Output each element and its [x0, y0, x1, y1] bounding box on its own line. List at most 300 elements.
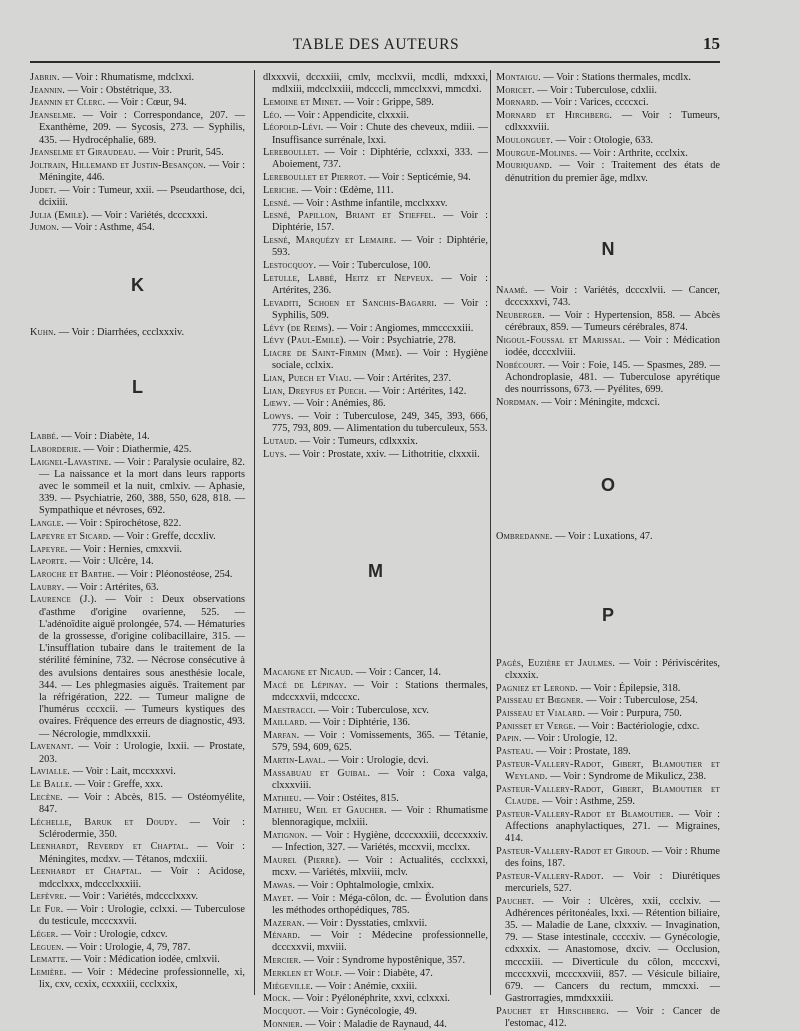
- index-entry: [263, 198, 488, 210]
- entry-references: — Voir : Rhume des foins, 187.: [505, 845, 720, 869]
- entry-references: — Voir : Médication iodée, cmlxvii.: [68, 954, 220, 966]
- author-name: Nobécourt.: [496, 359, 546, 371]
- index-entry: [30, 766, 245, 778]
- author-name: Letulle, Labbé, Heitz et Nepveux.: [263, 272, 434, 284]
- index-column-3: [496, 72, 721, 1030]
- author-name: Mouriquand.: [496, 160, 553, 172]
- entry-references: — Voir : Tuberculose, xcv.: [315, 704, 429, 716]
- author-name: Lereboullet.: [263, 147, 320, 159]
- author-name: Pasteur-Vallery-Radot et Giroud.: [496, 845, 650, 857]
- section-letter: O: [600, 475, 615, 496]
- index-entry: [496, 695, 720, 707]
- index-entry: [263, 667, 488, 679]
- author-name: Macé de Lépinay.: [263, 679, 347, 691]
- entry-references: — Voir : Artérites, 237.: [351, 372, 452, 384]
- entry-references: — Voir : Greffe, xxx.: [72, 778, 163, 790]
- entry-references: — Voir : Angiomes, mmcccxxiii.: [334, 322, 474, 334]
- author-name: Maillard.: [263, 717, 308, 729]
- index-entry: [496, 846, 720, 870]
- author-name: Moulonguet.: [496, 135, 554, 147]
- entry-references: — Voir : Variétés, dcccxlvii. — Cancer, dcccxxxvi, 743.: [505, 285, 720, 309]
- entry-references: — Voir : Médecine professionnelle, xi, lix, cxv, ccxix, ccxxxiii, ccclxxix,: [39, 966, 245, 991]
- index-entry: [496, 531, 720, 543]
- author-name: Léo.: [263, 109, 282, 121]
- author-name: Mathieu, Weil et Gaucher.: [263, 805, 387, 817]
- author-name: Nordman.: [496, 396, 539, 408]
- index-entry: [30, 904, 245, 928]
- index-entry: [496, 285, 720, 309]
- entry-references: — Voir : Vomissements, 365. — Tétanie, 579, 594, 609, 625.: [272, 730, 488, 754]
- author-name: Pagniez et Lerond.: [496, 682, 579, 694]
- entry-references: — Voir : Cancer de l'estomac, 412.: [505, 1005, 721, 1030]
- author-name: Joltrain, Hillemand et Justin-Besançon.: [30, 159, 207, 171]
- index-entry: [263, 335, 488, 347]
- index-entry: [496, 85, 720, 97]
- index-entry: [30, 185, 245, 209]
- index-entry: [263, 981, 488, 993]
- page-number: 15: [703, 34, 720, 53]
- entry-references: — Voir : Médication iodée, dcccxlviii.: [505, 334, 720, 359]
- entry-references: — Voir : Maladie de Raynaud, 44.: [302, 1018, 447, 1030]
- index-entry: [30, 110, 245, 147]
- index-entry: [263, 411, 488, 435]
- entry-references: — Voir : Diphtérie, 157.: [272, 210, 488, 234]
- author-name: Léopold-Lévi.: [263, 122, 324, 134]
- entry-references: — Voir : Tuberculose, 254.: [583, 695, 698, 707]
- entry-references: — Voir : Tuberculose, 100.: [316, 260, 431, 272]
- entry-references: — Voir : Luxations, 47.: [552, 531, 653, 543]
- author-name: Maurel (Pierre).: [263, 855, 342, 867]
- entry-references: — Voir : Cancer, 14.: [353, 667, 441, 678]
- author-name: Miégeville.: [263, 980, 314, 992]
- index-entry: [496, 397, 720, 409]
- index-entry: [263, 386, 488, 398]
- entry-references: — Voir : Gynécologie, 49.: [305, 1005, 417, 1017]
- entry-references: — Voir : Affections anaphylactiques, 271. — Migraines, 414.: [505, 808, 720, 845]
- author-name: Laborderie.: [30, 443, 82, 455]
- entry-references: — Voir : Tuberculose, 249, 345, 393, 666, 775, 793, 809. — Alimentation du tuberculeux, 553.: [272, 410, 488, 435]
- author-name: Moricet.: [496, 84, 535, 96]
- entry-references: — Voir : Purpura, 750.: [585, 707, 682, 719]
- author-name: Lévy (Paul-Emile).: [263, 335, 347, 347]
- entry-references: — Voir : Psychiatrie, 278.: [346, 335, 456, 347]
- index-entry: [263, 968, 488, 980]
- index-entry: [263, 893, 488, 917]
- index-entry: [263, 830, 488, 854]
- author-name: Léger.: [30, 928, 59, 940]
- author-name: Lian, Puech et Viau.: [263, 372, 352, 384]
- entry-references: — Voir : Greffe, dccxliv.: [110, 530, 216, 542]
- entry-references: — Voir : Appendicite, clxxxii.: [282, 109, 409, 121]
- entry-references: — Voir : Urologie, lxxii. — Prostate, 203.: [39, 741, 245, 765]
- index-entry: [496, 335, 720, 359]
- entry-references: — Voir : Syndrome hypostênique, 357.: [301, 955, 466, 967]
- index-entry: [30, 817, 245, 841]
- author-name: Pasteur-Vallery-Radot, Gibert, Blamoutier et Claude.: [496, 783, 720, 807]
- entry-references: — Voir : Actualités, ccclxxxi, mcxv. — Variétés, mlxviii, mclv.: [272, 855, 489, 879]
- index-entry: [263, 793, 488, 805]
- entry-references: — Voir : Diabète, 14.: [58, 431, 150, 443]
- entry-references: — Voir : Abcès, 815. — Ostéomyélite, 847.: [39, 791, 245, 815]
- index-entry: [496, 135, 720, 147]
- index-entry: [263, 1019, 488, 1031]
- entry-references: — Voir : Méningites, mcdxv. — Tétanos, mdcxiii.: [39, 841, 245, 865]
- entry-references: — Voir : Asthme infantile, mcclxxxv.: [290, 197, 448, 209]
- entry-references: — Voir : Stations thermales, mcdlx.: [540, 72, 691, 83]
- entry-references: — Voir : Variétés, dcccxxxi.: [88, 209, 208, 221]
- index-entry: [263, 298, 488, 322]
- author-name: Naamé.: [496, 285, 528, 297]
- index-entry: [496, 784, 720, 808]
- entry-references: — Voir : Syphilis, 509.: [272, 297, 488, 321]
- author-name: Laurence (J.).: [30, 594, 97, 606]
- author-name: Le Balle.: [30, 778, 73, 790]
- index-entry: [263, 730, 488, 754]
- index-entry: [263, 172, 488, 184]
- entry-references: — Voir : Varices, ccccxci.: [538, 97, 649, 109]
- index-entry: [30, 531, 245, 543]
- index-entry: [263, 955, 488, 967]
- author-name: Nigoul-Foussal et Marissal.: [496, 334, 626, 346]
- author-name: Lapeyre et Sicard.: [30, 530, 111, 542]
- entry-references: — Voir : Méningite, mdcxci.: [538, 396, 660, 408]
- author-name: Mocquot.: [263, 1005, 306, 1017]
- entry-references: — Voir : Diabète, 47.: [342, 967, 433, 979]
- entry-references: — Voir : Diurétiques mercuriels, 527.: [505, 870, 720, 894]
- entry-references: — Voir : Chute des cheveux, mdiii. — Insuffisance surrénale, lxxi.: [272, 122, 488, 146]
- entry-references: — Voir : Œdème, 111.: [298, 184, 394, 196]
- page-title: TABLE DES AUTEURS: [292, 36, 460, 53]
- index-entry: [263, 705, 488, 717]
- author-name: Jeanselme et Giraudeau.: [30, 147, 137, 159]
- index-entry: [30, 841, 245, 865]
- index-entry: [263, 147, 488, 171]
- author-name: Lœwy.: [263, 398, 291, 410]
- author-name: Laignel-Lavastine.: [30, 456, 112, 468]
- index-entry: [496, 97, 720, 109]
- author-name: Liacre de Saint-Firmin (Mme).: [263, 347, 403, 359]
- entry-references: — Voir : Diphtérie, cclxxxi, 333. — Aboiement, 737.: [272, 147, 488, 171]
- author-name: Pasteur-Vallery-Radot et Blamoutier.: [496, 808, 674, 820]
- author-name: Lavenant.: [30, 741, 74, 753]
- entry-references: — Voir : Correspondance, 207. — Exanthème, 209. — Sycosis, 273. — Syphilis, 435. — Hydrocéphalie, 689.: [39, 110, 245, 146]
- author-name: Laroche et Barthe.: [30, 568, 115, 580]
- entry-references: — Voir : Septicémie, 94.: [366, 172, 471, 184]
- entry-references: — Voir : Sclérodermie, 350.: [39, 816, 245, 840]
- entry-references: — Voir : Artérites, 63.: [64, 581, 159, 593]
- index-entry: [30, 85, 245, 97]
- entry-references: — Voir : Rhumatisme blennoragique, mclxiii.: [272, 805, 488, 829]
- author-name: Mathieu.: [263, 792, 302, 804]
- author-name: Macaigne et Nicaud.: [263, 667, 354, 678]
- entry-references: — Voir : Lait, mccxxxvi.: [70, 766, 176, 778]
- entry-references: — Voir : Diphtérie, 136.: [307, 717, 411, 729]
- index-entry: [496, 896, 720, 1006]
- index-entry: [263, 993, 488, 1005]
- index-entry: [30, 569, 245, 581]
- author-name: Pauchet et Hirschberg.: [496, 1005, 610, 1017]
- entry-references: — Voir : Diathermie, 425.: [81, 443, 192, 455]
- entry-references: — Voir : Dysstaties, cmlxvii.: [304, 917, 428, 929]
- section-letter: K: [131, 274, 144, 295]
- entry-references: — Voir : Syndrome de Mikulicz, 238.: [547, 771, 707, 782]
- entry-references: — Voir : Tumeurs, cdlxxxviii.: [505, 110, 720, 134]
- author-name: Leenhardt, Reverdy et Chaptal.: [30, 841, 189, 853]
- entry-references: — Voir : Grippe, 589.: [341, 96, 434, 108]
- index-entry: [30, 544, 245, 556]
- index-entry: [263, 755, 488, 767]
- entry-references: — Voir : Hygiène sociale, cclxix.: [272, 347, 488, 372]
- author-name: Lapeyre.: [30, 543, 68, 555]
- index-entry: [263, 348, 488, 372]
- author-name: Léchelle, Baruk et Doudy.: [30, 816, 178, 828]
- index-entry: [30, 431, 245, 443]
- index-entry: [30, 967, 245, 991]
- author-name: Mock.: [263, 993, 291, 1005]
- index-entry: [30, 222, 245, 234]
- index-entry: [263, 768, 488, 792]
- author-name: Judet.: [30, 184, 57, 196]
- index-entry: [263, 260, 488, 272]
- header-rule: [30, 61, 720, 63]
- entry-references: dlxxxvii, dccxxiii, cmlv, mcclxvii, mcdli, mdxxxi, mdlxiii, mdcclxxiii, mdcccli, mmcclxxvi, mmcdxi.: [263, 72, 488, 96]
- entry-references: — Voir : Spirochétose, 822.: [63, 518, 182, 530]
- author-name: Matignon.: [263, 830, 308, 842]
- author-name: Mazeran.: [263, 917, 305, 929]
- index-entry: [263, 97, 488, 109]
- author-name: Massabuau et Guibal.: [263, 767, 371, 779]
- entry-references: — Voir : Méningite, 446.: [39, 159, 245, 184]
- index-entry: [496, 721, 720, 733]
- index-entry: [263, 1006, 488, 1018]
- author-name: Monnier.: [263, 1018, 303, 1030]
- index-entry: [263, 72, 488, 96]
- entry-references: — Voir : Traitement des états de dénutrition du premier âge, mdlxv.: [505, 160, 720, 184]
- author-name: Pasteau.: [496, 746, 534, 758]
- index-entry: [263, 930, 488, 954]
- entry-references: — Voir : Périviscérites, clxxxix.: [505, 657, 720, 681]
- entry-references: — Voir : Arthrite, ccclxix.: [577, 147, 688, 159]
- author-name: Lavialle.: [30, 766, 71, 778]
- author-name: Lowys.: [263, 410, 294, 422]
- author-name: Lemoine et Minet.: [263, 96, 342, 108]
- entry-references: — Voir : Tumeurs, cdlxxxix.: [297, 435, 418, 447]
- column-divider: [490, 70, 491, 995]
- index-entry: [496, 708, 720, 720]
- section-letter: P: [601, 605, 614, 626]
- entry-references: — Voir : Hypertension, 858. — Abcès cérébraux, 859. — Tumeurs cérébrales, 874.: [505, 309, 720, 334]
- author-name: Lesné, Papillon, Briant et Stieffel.: [263, 210, 436, 222]
- index-entry: [30, 891, 245, 903]
- index-entry: [30, 210, 245, 222]
- author-name: Martin-Laval.: [263, 754, 326, 766]
- index-entry: [30, 160, 245, 184]
- index-entry: [30, 582, 245, 594]
- author-name: Marfan.: [263, 730, 300, 742]
- entry-references: — Voir : Cœur, 94.: [105, 97, 187, 109]
- section-letter: N: [601, 238, 615, 259]
- index-entry: [30, 741, 245, 765]
- author-name: Lefèvre.: [30, 891, 67, 903]
- entry-references: — Voir : Anémies, 86.: [290, 398, 386, 410]
- index-entry: [263, 398, 488, 410]
- author-name: Merklen et Wolf.: [263, 967, 342, 979]
- author-name: Kuhn.: [30, 326, 57, 338]
- index-entry: [30, 929, 245, 941]
- index-entry: [30, 327, 245, 339]
- author-name: Maestracci.: [263, 704, 316, 716]
- index-entry: [263, 122, 488, 146]
- entry-references: — Voir : Paralysie oculaire, 82. — La naissance et la mort dans leurs rapports avec le sommeil et la nuit, cmlxiv. — Aphasie, 339. — Psychiatrie, 260, 388, 550, 628, 818. — Sympathique et névroses, 692.: [39, 456, 245, 517]
- entry-references: — Voir : Épilepsie, 318.: [578, 682, 681, 694]
- entry-references: — Voir : Tuberculose, cdxlii.: [534, 84, 657, 96]
- author-name: Neuberger.: [496, 309, 545, 321]
- entry-references: — Voir : Urologie, cclxxi. — Tuberculose du testicule, mcccxxvii.: [39, 903, 245, 928]
- entry-references: — Voir : Bactériologie, cdxc.: [575, 720, 700, 732]
- author-name: Lemière.: [30, 966, 67, 978]
- index-entry: [496, 1006, 720, 1030]
- author-name: Ombredanne.: [496, 531, 553, 543]
- index-column-1: [30, 72, 245, 1002]
- index-entry: [263, 680, 488, 704]
- entry-references: — Voir : Tumeur, xxii. — Pseudarthose, dci, dcixiii.: [39, 184, 245, 209]
- index-entry: [30, 866, 245, 890]
- author-name: Mornard.: [496, 97, 539, 109]
- entry-references: — Voir : Asthme, 259.: [539, 795, 636, 807]
- author-name: Mercier.: [263, 955, 302, 967]
- entry-references: — Voir : Ophtalmologie, cmlxix.: [295, 879, 435, 891]
- index-entry: [496, 72, 720, 84]
- author-name: Laubry.: [30, 581, 65, 593]
- index-entry: [263, 210, 488, 234]
- entry-references: — Voir : Ulcère, 14.: [67, 556, 154, 568]
- entry-references: — Voir : Prostate, 189.: [533, 746, 631, 758]
- entry-references: — Voir : Deux observations d'asthme d'origine ovarienne, 525. — L'adénoïdite aiguë prolongée, 574. — Hématuries de la grossesse, d'origine colibacillaire, 315. — L'insufflation tubaire dans le traitement de la stérilité féminine, 732. — Nécrose consécutive à des avulsions dentaires sous anesthésie locale, 344. — Les phlegmasies aiguës. Traitement par la réfrigération, 222. — Tumeur maligne de l'humérus cccxcii. — Tumeurs kystiques des ovaires. Fréquence des erreurs de diagnostic, 493. — Nécrologie, mmdlxxxii.: [39, 594, 245, 740]
- index-entry: [496, 110, 720, 134]
- entry-references: — Voir : Ulcères, xxii, ccclxiv. — Adhérences péritonéales, lxxi. — Rétention biliaire, 35. — Maladie de Lane, clxxxiv. — Invagination, 79. — Stase intestinale, ccccxiv. — Gynécologie, cdxxxix. — Anastomose, dxciv. — Occlusion, mcccxiii. — Diverticule du côlon, mcccxvi, mcccxxvii, mcccxxviii, 857. — Vésicule biliaire, 679. — Cancers du rectum, mmcxxi. — Gastrorragies, mmdxxxiii.: [505, 895, 720, 1005]
- index-entry: [263, 918, 488, 930]
- index-entry: [496, 809, 720, 846]
- author-name: Lereboullet et Pierrot.: [263, 172, 367, 184]
- entry-references: — Voir : Acidose, mdcclxxx, mdccclxxxiii.: [39, 866, 245, 890]
- author-name: Mayet.: [263, 892, 294, 904]
- author-name: Paisseau et Bœgner.: [496, 695, 584, 707]
- index-entry: [30, 97, 245, 109]
- index-entry: [496, 658, 720, 682]
- entry-references: — Voir : Hygiène, dcccxxxiii, dcccxxxiv. — Infection, 327. — Variétés, mccxvii, mcclxx.: [272, 830, 488, 854]
- index-entry: [263, 110, 488, 122]
- author-name: Mourgue-Molines.: [496, 147, 578, 159]
- index-entry: [263, 855, 488, 879]
- index-entry: [496, 746, 720, 758]
- entry-references: — Voir : Pléonostéose, 254.: [114, 568, 233, 580]
- index-entry: [496, 360, 720, 397]
- entry-references: — Voir : Pyélonéphrite, xxvi, cclxxxi.: [290, 993, 451, 1005]
- index-entry: [263, 323, 488, 335]
- entry-references: — Voir : Otologie, 633.: [553, 135, 654, 147]
- author-name: Montaigu.: [496, 72, 541, 83]
- author-name: Le Fur.: [30, 903, 64, 915]
- index-entry: [30, 72, 245, 84]
- index-entry: [30, 457, 245, 518]
- entry-references: — Voir : Asthme, 454.: [59, 222, 155, 234]
- author-name: Jabrin.: [30, 72, 60, 83]
- author-name: Lévy (de Reims).: [263, 322, 335, 334]
- entry-references: — Voir : Urologie, cdxcv.: [58, 928, 168, 940]
- entry-references: — Voir : Urologie, dcvi.: [325, 754, 429, 766]
- entry-references: — Voir : Rhumatisme, mdclxxi.: [59, 72, 195, 83]
- index-entry: [263, 449, 488, 461]
- author-name: Jeanselme.: [30, 110, 76, 122]
- author-name: Lesné.: [263, 197, 291, 209]
- index-entry: [263, 235, 488, 259]
- author-name: Mawas.: [263, 879, 296, 891]
- index-entry: [263, 805, 488, 829]
- index-entry: [496, 160, 720, 184]
- index-entry: [30, 779, 245, 791]
- entry-references: — Voir : Artérites, 142.: [366, 385, 467, 397]
- author-name: Lecène.: [30, 791, 63, 803]
- author-name: Leguen.: [30, 941, 64, 953]
- entry-references: — Voir : Diphtérie, 593.: [272, 235, 488, 259]
- author-name: Julia (Emile).: [30, 209, 89, 221]
- column-divider: [254, 70, 255, 995]
- section-letter: L: [132, 377, 143, 398]
- entry-references: — Voir : Médecine professionnelle, dcccxxvii, mxviii.: [272, 930, 488, 954]
- index-entry: [30, 594, 245, 740]
- index-entry: [263, 273, 488, 297]
- entry-references: — Voir : Prurit, 545.: [136, 147, 224, 159]
- author-name: Lematte.: [30, 954, 69, 966]
- entry-references: — Voir : Hernies, cmxxvii.: [67, 543, 183, 555]
- author-name: Langle.: [30, 518, 64, 530]
- entry-references: — Voir : Méga-côlon, dc. — Évolution dans les méthodes orthopédiques, 785.: [272, 892, 488, 916]
- entry-references: — Voir : Coxa valga, clxxxviii.: [272, 767, 489, 791]
- author-name: Lestocquoy.: [263, 260, 317, 272]
- author-name: Papin.: [496, 733, 522, 745]
- index-entry: [496, 759, 720, 783]
- entry-references: — Voir : Urologie, 4, 79, 787.: [63, 941, 191, 953]
- page-header: [32, 34, 720, 60]
- index-entry: [30, 147, 245, 159]
- index-entry: [263, 373, 488, 385]
- author-name: Mornard et Hirchberg.: [496, 110, 613, 122]
- author-name: Lian, Dreyfus et Puech.: [263, 385, 367, 397]
- index-entry: [263, 880, 488, 892]
- index-entry: [30, 792, 245, 816]
- entry-references: — Voir : Variétés, mdccclxxxv.: [66, 891, 199, 903]
- author-name: Lutaud.: [263, 435, 298, 447]
- entry-references: — Voir : Diarrhées, ccclxxxiv.: [56, 326, 185, 338]
- author-name: Leenhardt et Chaptal.: [30, 866, 142, 878]
- author-name: Laporte.: [30, 556, 68, 568]
- entry-references: — Voir : Ostéites, 815.: [301, 792, 399, 804]
- author-name: Pagès, Euzière et Jaulmes.: [496, 657, 616, 669]
- author-name: Paisseau et Vialard.: [496, 707, 586, 719]
- entry-references: — Voir : Stations thermales, mdccxxvii, mdcccxc.: [272, 679, 488, 703]
- index-entry: [30, 942, 245, 954]
- index-entry: [496, 310, 720, 334]
- author-name: Luys.: [263, 448, 287, 460]
- author-name: Pasteur-Vallery-Radot.: [496, 870, 604, 882]
- author-name: Jumon.: [30, 222, 60, 234]
- entry-references: — Voir : Urologie, 12.: [521, 733, 618, 745]
- index-entry: [30, 444, 245, 456]
- index-entry: [263, 436, 488, 448]
- index-entry: [496, 683, 720, 695]
- author-name: Jeannin.: [30, 84, 66, 96]
- index-entry: [496, 871, 720, 895]
